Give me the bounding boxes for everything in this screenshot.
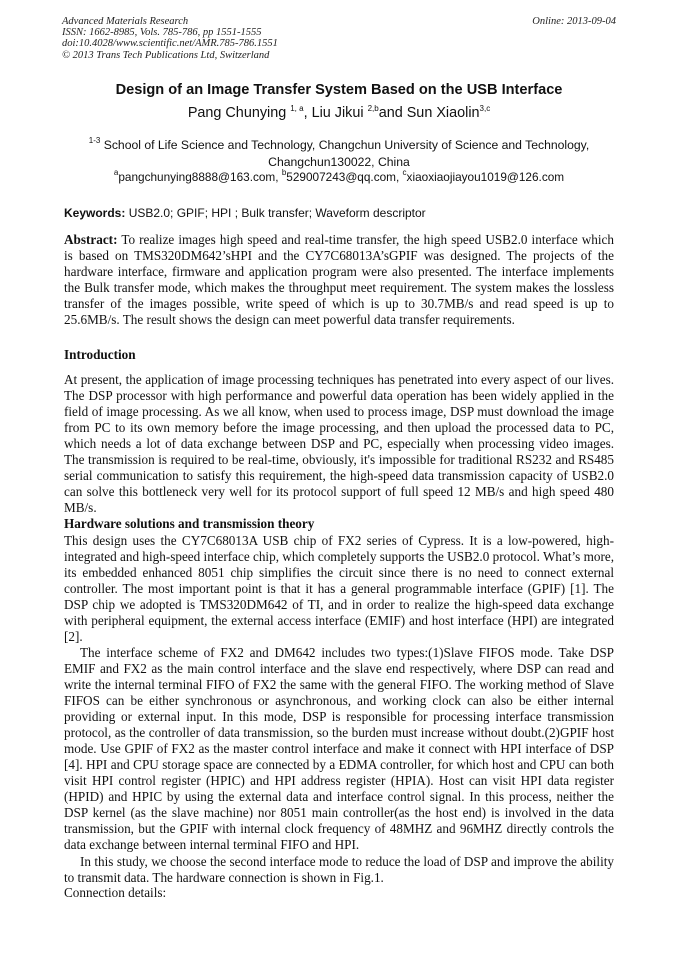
abstract-label: Abstract: [64, 232, 118, 247]
author-3-sup: 3,c [479, 104, 491, 113]
keywords-label: Keywords: [64, 206, 126, 220]
email-list [30, 168, 648, 184]
email-a[interactable]: pangchunying8888@163.com, [118, 170, 282, 184]
email-b[interactable]: 529007243@qq.com, [286, 170, 403, 184]
author-3: and Sun Xiaolin [378, 105, 480, 121]
journal-header [62, 16, 616, 61]
issn-line: ISSN: 1662-8985, Vols. 785-786, pp 1551-1555 [62, 27, 262, 39]
author-2: , Liu Jikui [303, 105, 368, 121]
hardware-paragraph-2: The interface scheme of FX2 and DM642 includes two types:(1)Slave FIFOS mode. Take DSP EMIF and FX2 as the main control interface and the slave end respectively, where DSP can read and write the internal terminal FIFO of FX2 the same with the general FIFO. The working method of Slave FIFOS can be either synchronous or asynchronous, and working clock can also be either internal providing or external input. In this mode, DSP is responsible for processing interface transmission protocol, as the controller of data transmission, so the burden must increase without doubt.(2)GPIF host mode. Use GPIF of FX2 as the master control interface and make it connect with HPI interface of DSP [4]. HPI and CPU storage space are connected by a EDMA controller, for which host and CPU can both visit HPI control register (HPIC) and HPI address register (HPIA). Host can visit HPI data register (HPID) and HPIC by using the external data and interface control signal. In this process, neither the DSP kernel (as the slave machine) nor 8051 main controller(as the host end) is involved in the data transmission, but the GPIF with internal clock frequency of 48MHZ and 96MHZ directly controls the data exchange between internal terminal FIFO and HPI. [64, 645, 614, 852]
email-a-sup: a [113, 168, 119, 177]
email-c-sup: c [402, 168, 407, 177]
abstract [64, 232, 614, 328]
doi-line: doi:10.4028/www.scientific.net/AMR.785-786.1551 [62, 38, 278, 50]
author-list [30, 104, 648, 121]
paper-title: Design of an Image Transfer System Based on the USB Interface [115, 82, 563, 98]
hardware-paragraph-3: In this study, we choose the second interface mode to reduce the load of DSP and improve the ability to transmit data. The hardware connection is shown in Fig.1. [64, 854, 614, 885]
keywords-text: USB2.0; GPIF; HPI ; Bulk transfer; Waveform descriptor [125, 206, 426, 220]
email-c[interactable]: xiaoxiaojiayou1019@126.com [406, 170, 565, 184]
email-b-sup: b [281, 168, 287, 177]
introduction-heading: Introduction [64, 347, 136, 362]
author-1-sup: 1, a [290, 104, 304, 113]
abstract-text: To realize images high speed and real-time transfer, the high speed USB2.0 interface which is based on TMS320DM642’sHPI and the CY7C68013A’sGPIF was designed. The projects of the hardware interface, firmware and application program were also presented. The interface implements the Bulk transfer mode, which makes the throughput meet requirement. The system makes the lossless transfer of the images possible, write speed of which is up to 30.7MB/s and read speed is up to 25.6MB/s. The result shows the design can meet powerful data transfer requirements. [64, 232, 614, 327]
hardware-paragraph-1: This design uses the CY7C68013A USB chip of FX2 series of Cypress. It is a low-powered, high-integrated and high-speed interface chip, which completely supports the USB2.0 protocol. What’s more, its embedded enhanced 8051 chip simplifies the circuit since there is no need to connect external controller. The most important point is that it has a general programmable interface (GPIF) [1]. The DSP chip we adopted is TMS320DM642 of TI, and in order to realize the high-speed data exchange with peripheral equipment, the external access interface (EMIF) and host interface (HPI) are integrated [2]. [64, 533, 614, 644]
keywords [64, 206, 616, 220]
online-date: Online: 2013-09-04 [532, 16, 616, 27]
connection-details-line: Connection details: [64, 885, 167, 900]
copyright-line: © 2013 Trans Tech Publications Ltd, Switzerland [62, 49, 270, 61]
hardware-heading: Hardware solutions and transmission theory [64, 516, 315, 531]
author-1: Pang Chunying [187, 105, 291, 121]
affiliation-text: School of Life Science and Technology, Changchun University of Science and Technology, Changchun130022, China [100, 138, 590, 169]
affiliation [64, 132, 614, 171]
journal-name: Advanced Materials Research [62, 16, 189, 27]
introduction-paragraph: At present, the application of image processing techniques has penetrated into every aspect of our lives. The DSP processor with high performance and powerful data operation has been widely applied in the field of image processing. As we all know, when used to process image, DSP must download the image from PC to its own memory before the image processing, and then upload the processed data to PC, which needs a lot of data exchange between DSP and PC, especially when processing video images. The transmission is required to be real-time, obviously, it's impossible for traditional RS232 and RS485 serial communication to satisfy this requirement, the high-speed data transmission capacity of USB2.0 can solve this bottleneck very well for its protocol support of full speed 12 MB/s and high speed 480 MB/s. [64, 372, 614, 515]
author-2-sup: 2,b [367, 104, 379, 113]
affiliation-sup: 1-3 [88, 136, 101, 145]
